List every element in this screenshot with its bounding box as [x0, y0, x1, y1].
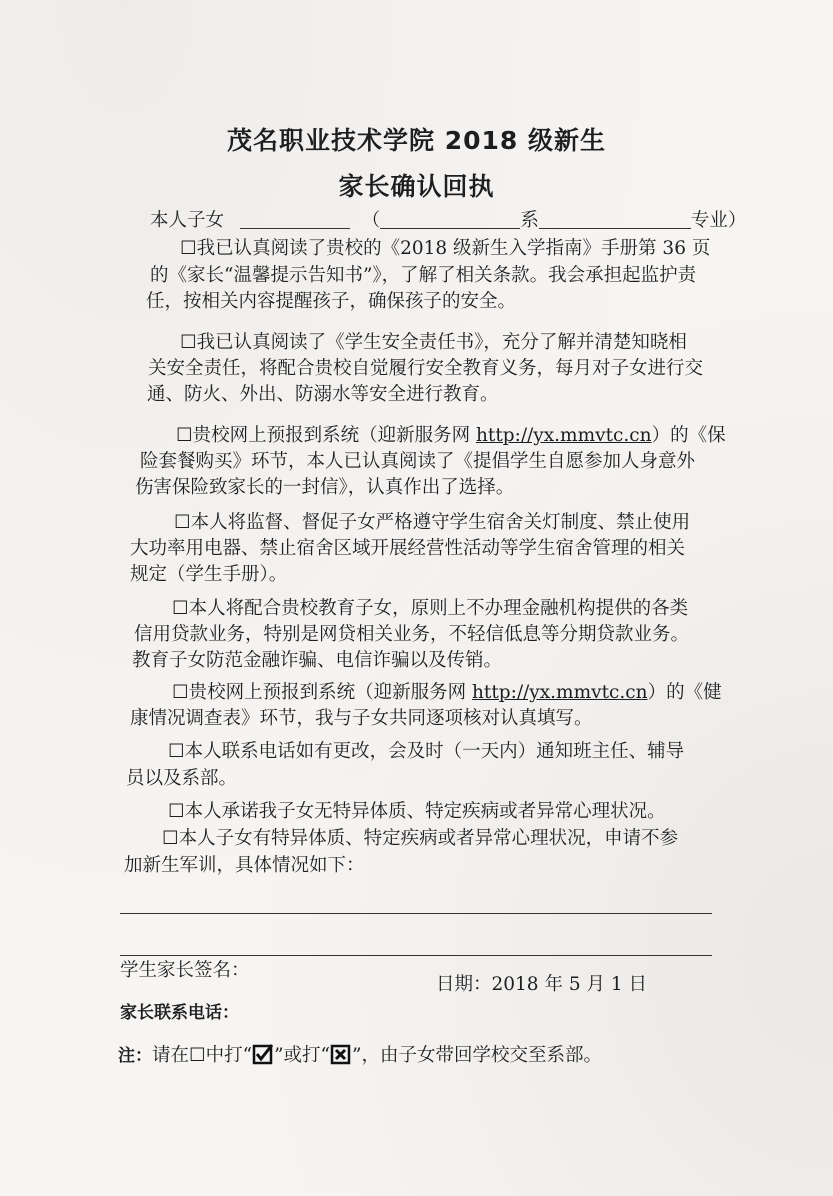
paragraph-5-line-2: 信用贷款业务，特别是网贷相关业务，不轻信低息等分期贷款业务。 — [134, 624, 690, 645]
paragraph-5-line-1: ☐本人将配合贵校教育子女，原则上不办理金融机构提供的各类 — [172, 598, 689, 619]
intro-line — [150, 208, 750, 234]
paragraph-8-line-1: ☐本人承诺我子女无特异体质、特定疾病或者异常心理状况。 — [168, 801, 666, 822]
health-survey-website-link[interactable]: http://yx.mmvtc.cn — [471, 682, 648, 703]
paragraph-4-line-2: 大功率用电器、禁止宿舍区域开展经营性活动等学生宿舍管理的相关 — [130, 538, 686, 559]
signature-label: 学生家长签名： — [120, 960, 250, 981]
note-line — [118, 1043, 698, 1069]
department-blank[interactable] — [380, 208, 520, 229]
note-label: 注： — [118, 1046, 152, 1066]
date-text: 日期：2018 年 5 月 1 日 — [436, 974, 648, 995]
paragraph-4-line-3: 规定（学生手册）。 — [130, 564, 288, 585]
details-blank-line-2[interactable] — [120, 955, 712, 956]
paragraph-2-line-1: ☐我已认真阅读了《学生安全责任书》，充分了解并清楚知晓相 — [180, 332, 687, 353]
paragraph-9-line-1: ☐本人子女有特异体质、特定疾病或者异常心理状况，申请不参 — [162, 828, 679, 849]
paragraph-6-text-a: ☐贵校网上预报到系统（迎新服务网 — [172, 682, 472, 703]
paragraph-6-text-b: ）的《健 — [647, 682, 722, 703]
paragraph-5-line-3: 教育子女防范金融诈骗、电信诈骗以及传销。 — [132, 650, 503, 671]
paragraph-7-line-2: 员以及系部。 — [126, 768, 238, 789]
paragraph-6-line-2: 康情况调查表》环节，我与子女共同逐项核对认真填写。 — [130, 708, 593, 729]
document-title: 茂名职业技术学院 2018 级新生 — [227, 126, 606, 155]
child-name-blank[interactable] — [240, 208, 350, 229]
paragraph-1-line-1: ☐我已认真阅读了贵校的《2018 级新生入学指南》手册第 36 页 — [180, 238, 711, 259]
phone-label: 家长联系电话： — [120, 1003, 239, 1023]
quote-close-2: ” — [352, 1045, 362, 1066]
paragraph-3-line-1 — [176, 423, 801, 449]
intro-open-paren: （ — [361, 210, 381, 231]
department-label: 系 — [520, 210, 539, 231]
paragraph-1-line-3: 任，按相关内容提醒孩子，确保孩子的安全。 — [146, 291, 517, 312]
intro-prefix: 本人子女 — [150, 210, 225, 231]
major-label: 专业） — [690, 210, 747, 231]
note-text-1: 请在☐中打 — [152, 1045, 243, 1066]
paragraph-1-line-2: 的《家长“温馨提示告知书”》，了解了相关条款。我会承担起监护责 — [150, 265, 697, 286]
quote-close-1: ” — [274, 1045, 284, 1066]
paragraph-3-line-2: 险套餐购买》环节，本人已认真阅读了《提倡学生自愿参加人身意外 — [140, 451, 696, 472]
paragraph-7-line-1: ☐本人联系电话如有更改，会及时（一天内）通知班主任、辅导 — [168, 741, 685, 762]
paragraph-6-line-1 — [172, 680, 797, 706]
paragraph-2-line-3: 通、防火、外出、防溺水等安全进行教育。 — [147, 384, 499, 405]
paragraph-3-text-b: ）的《保 — [651, 425, 726, 446]
paragraph-9-line-2: 加新生军训，具体情况如下： — [124, 855, 365, 876]
quote-open-1: “ — [242, 1045, 253, 1066]
major-blank[interactable] — [539, 208, 691, 229]
enrollment-website-link[interactable]: http://yx.mmvtc.cn — [475, 425, 652, 446]
details-blank-line-1[interactable] — [120, 913, 712, 914]
quote-open-2: “ — [320, 1045, 331, 1066]
document-subtitle: 家长确认回执 — [338, 172, 495, 201]
paragraph-4-line-1: ☐本人将监督、督促子女严格遵守学生宿舍关灯制度、禁止使用 — [174, 512, 691, 533]
note-text-3: ，由子女带回学校交至系部。 — [361, 1045, 602, 1066]
paragraph-3-line-3: 伤害保险致家长的一封信》，认真作出了选择。 — [135, 477, 515, 498]
paragraph-3-text-a: ☐贵校网上预报到系统（迎新服务网 — [176, 425, 476, 446]
note-text-2: 或打 — [283, 1045, 321, 1066]
cross-box-icon — [330, 1043, 352, 1065]
paragraph-2-line-2: 关安全责任，将配合贵校自觉履行安全教育义务，每月对子女进行交 — [148, 358, 704, 379]
checkmark-box-icon — [252, 1043, 274, 1065]
